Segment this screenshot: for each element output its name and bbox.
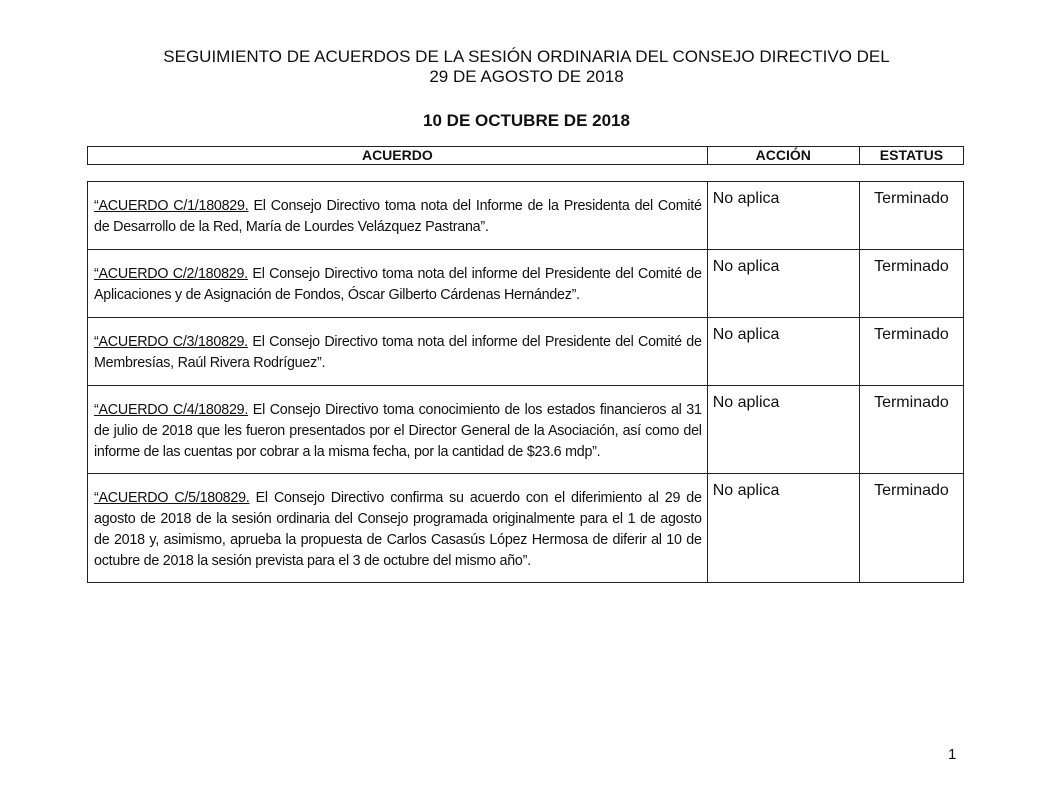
table-row (88, 474, 964, 583)
title-line-1: SEGUIMIENTO DE ACUERDOS DE LA SESIÓN ORDINARIA DEL CONSEJO DIRECTIVO DEL (163, 47, 890, 66)
table-row (88, 386, 964, 474)
accion-cell: No aplica (707, 318, 859, 386)
acuerdo-text: El Consejo Directivo toma nota del informe del Presidente del Comité de Aplicaciones y de Asignación de Fondos, Óscar Gilberto Cárdenas Hernández”. (94, 266, 702, 303)
agreements-table (87, 181, 964, 583)
document-title (0, 47, 1053, 87)
accion-cell: No aplica (707, 182, 859, 250)
estatus-cell: Terminado (859, 318, 963, 386)
acuerdo-cell (88, 182, 708, 250)
header-row (88, 147, 964, 165)
acuerdo-cell (88, 474, 708, 583)
header-table (87, 146, 964, 165)
table-row (88, 182, 964, 250)
accion-cell: No aplica (707, 386, 859, 474)
acuerdo-text: El Consejo Directivo confirma su acuerdo con el diferimiento al 29 de agosto de 2018 de la sesión ordinaria del Consejo programada originalmente para el 1 de agosto de 2018 y, asimismo, aprueba la propuesta de Carlos Casasús López Hermosa de diferir al 10 de octubre de 2018 la sesión prevista para el 3 de octubre del mismo año”. (94, 490, 702, 569)
estatus-cell: Terminado (859, 474, 963, 583)
acuerdo-cell (88, 318, 708, 386)
acuerdo-cell (88, 250, 708, 318)
table-row (88, 318, 964, 386)
estatus-cell: Terminado (859, 250, 963, 318)
document-date: 10 DE OCTUBRE DE 2018 (423, 111, 630, 130)
acuerdo-cell (88, 386, 708, 474)
acuerdo-code: “ACUERDO C/3/180829. (94, 334, 248, 350)
title-line-2: 29 DE AGOSTO DE 2018 (429, 67, 624, 86)
acuerdo-code: “ACUERDO C/5/180829. (94, 490, 250, 506)
acuerdo-code: “ACUERDO C/4/180829. (94, 402, 249, 418)
acuerdo-text: El Consejo Directivo toma nota del informe del Presidente del Comité de Membresías, Raúl Rivera Rodríguez”. (94, 334, 702, 371)
page-number: 1 (948, 746, 957, 763)
table-row (88, 250, 964, 318)
acuerdo-text: El Consejo Directivo toma nota del Informe de la Presidenta del Comité de Desarrollo de la Red, María de Lourdes Velázquez Pastrana”. (94, 198, 702, 235)
acuerdo-text: El Consejo Directivo toma conocimiento de los estados financieros al 31 de julio de 2018 que les fueron presentados por el Director General de la Asociación, así como del informe de las cuentas por cobrar a la misma fecha, por la cantidad de $23.6 mdp”. (94, 402, 702, 460)
estatus-cell: Terminado (859, 386, 963, 474)
accion-cell: No aplica (707, 250, 859, 318)
estatus-cell: Terminado (859, 182, 963, 250)
acuerdo-code: “ACUERDO C/1/180829. (94, 198, 249, 214)
accion-cell: No aplica (707, 474, 859, 583)
header-acuerdo: ACUERDO (88, 147, 708, 165)
header-estatus: ESTATUS (859, 147, 963, 165)
header-accion: ACCIÓN (707, 147, 859, 165)
acuerdo-code: “ACUERDO C/2/180829. (94, 266, 248, 282)
